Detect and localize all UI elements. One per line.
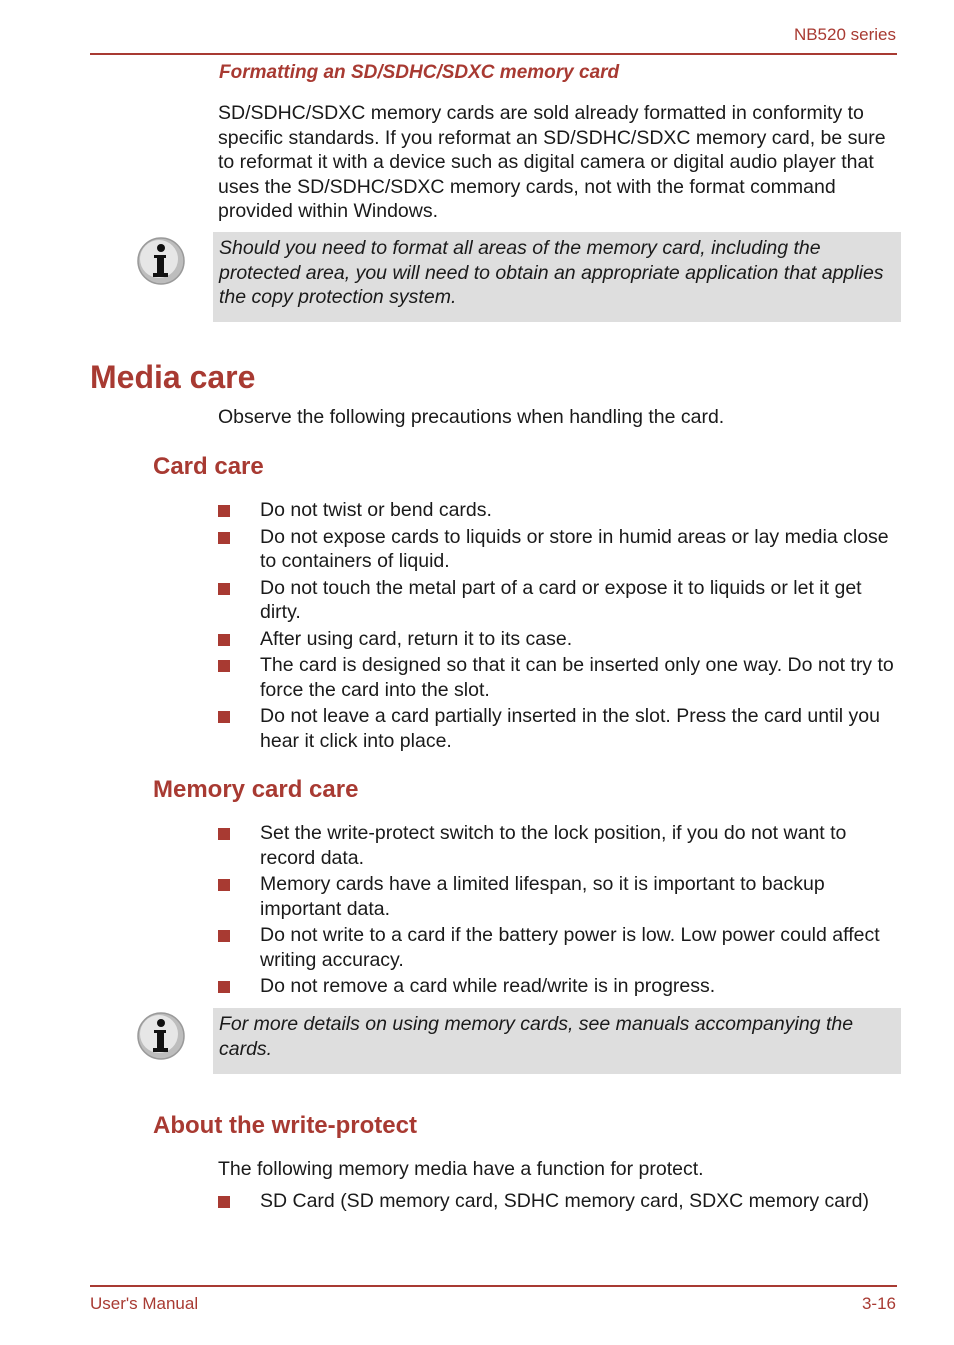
memory-note-box bbox=[213, 1008, 901, 1074]
card-care-list bbox=[218, 498, 898, 755]
memory-card-care-heading: Memory card care bbox=[153, 776, 359, 803]
list-item bbox=[218, 872, 898, 921]
formatting-title: Formatting an SD/SDHC/SDXC memory card bbox=[219, 62, 620, 83]
list-item-text: Do not remove a card while read/write is in progress. bbox=[260, 975, 716, 997]
list-item-text: Set the write-protect switch to the lock position, if you do not want to record data. bbox=[260, 822, 847, 869]
memory-card-care-list bbox=[218, 821, 898, 1001]
list-item bbox=[218, 1189, 898, 1214]
media-care-heading: Media care bbox=[90, 359, 256, 395]
bullet-icon bbox=[218, 532, 230, 544]
list-item-text: The card is designed so that it can be inserted only one way. Do not try to force the card into the slot. bbox=[260, 654, 894, 701]
list-item-text: Do not expose cards to liquids or store in humid areas or lay media close to containers of liquid. bbox=[260, 525, 889, 572]
write-protect-intro: The following memory media have a function for protect. bbox=[218, 1158, 704, 1180]
list-item bbox=[218, 576, 898, 625]
list-item bbox=[218, 525, 898, 574]
card-care-heading: Card care bbox=[153, 453, 264, 480]
media-care-intro: Observe the following precautions when handling the card. bbox=[218, 406, 725, 428]
bullet-icon bbox=[218, 930, 230, 942]
list-item-text: Do not twist or bend cards. bbox=[260, 499, 492, 521]
bullet-icon bbox=[218, 583, 230, 595]
list-item-text: Do not leave a card partially inserted in the slot. Press the card until you hear it click into place. bbox=[260, 705, 880, 752]
memory-note-text: For more details on using memory cards, see manuals accompanying the cards. bbox=[219, 1013, 854, 1060]
bullet-icon bbox=[218, 1196, 230, 1208]
list-item bbox=[218, 974, 898, 999]
header-rule bbox=[90, 53, 897, 55]
list-item-text: Memory cards have a limited lifespan, so it is important to backup important data. bbox=[260, 873, 825, 920]
bullet-icon bbox=[218, 634, 230, 646]
list-item-text: Do not write to a card if the battery power is low. Low power could affect writing accuracy. bbox=[260, 924, 880, 971]
list-item bbox=[218, 923, 898, 972]
list-item bbox=[218, 498, 898, 523]
write-protect-list bbox=[218, 1189, 898, 1216]
info-icon bbox=[136, 1011, 186, 1061]
formatting-paragraph: SD/SDHC/SDXC memory cards are sold already formatted in conformity to specific standards. If you reformat an SD/SDHC/SDXC memory card, be sure to reformat it with a device such as digital camera or digital audio player that uses the SD/SDHC/SDXC memory cards, not with the format command provided within Windows. bbox=[218, 102, 886, 222]
bullet-icon bbox=[218, 660, 230, 672]
bullet-icon bbox=[218, 981, 230, 993]
bullet-icon bbox=[218, 828, 230, 840]
list-item bbox=[218, 653, 898, 702]
header-series: NB520 series bbox=[793, 25, 896, 44]
list-item-text: SD Card (SD memory card, SDHC memory card, SDXC memory card) bbox=[260, 1190, 869, 1212]
formatting-note-text: Should you need to format all areas of the memory card, including the protected area, you will need to obtain an appropriate application that applies the copy protection system. bbox=[219, 237, 884, 308]
bullet-icon bbox=[218, 711, 230, 723]
list-item-text: Do not touch the metal part of a card or expose it to liquids or let it get dirty. bbox=[260, 576, 862, 623]
list-item bbox=[218, 704, 898, 753]
list-item bbox=[218, 627, 898, 652]
bullet-icon bbox=[218, 505, 230, 517]
bullet-icon bbox=[218, 879, 230, 891]
list-item bbox=[218, 821, 898, 870]
formatting-note-box bbox=[213, 232, 901, 322]
list-item-text: After using card, return it to its case. bbox=[260, 627, 573, 650]
footer-rule bbox=[90, 1285, 897, 1287]
footer-page-number: 3-16 bbox=[861, 1294, 896, 1313]
footer-manual: User's Manual bbox=[90, 1294, 199, 1313]
info-icon bbox=[136, 236, 186, 286]
write-protect-heading: About the write-protect bbox=[153, 1112, 417, 1139]
